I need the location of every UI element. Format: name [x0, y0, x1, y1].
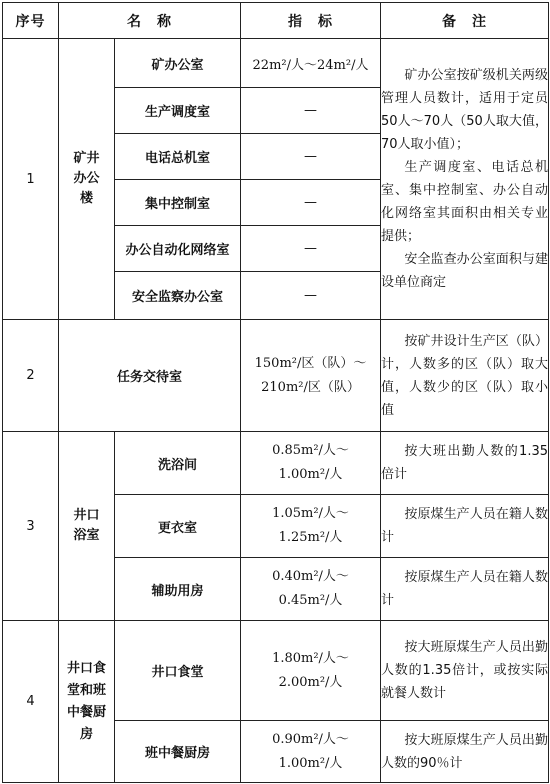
note-cell: 按原煤生产人员在籍人数计	[381, 495, 549, 558]
table-row	[3, 432, 549, 495]
item-name-cell: 集中控制室	[115, 180, 241, 226]
header-name: 名 称	[59, 3, 241, 39]
group-name-cell: 井口浴室	[59, 432, 115, 621]
header-row	[3, 3, 549, 39]
item-name-cell: 任务交待室	[59, 320, 241, 432]
item-name-cell: 生产调度室	[115, 88, 241, 134]
item-name-cell: 安全监察办公室	[115, 272, 241, 320]
item-name-cell: 洗浴间	[115, 432, 241, 495]
seq-cell: 2	[3, 320, 59, 432]
item-index-cell: 0.90m²/人～1.00m²/人	[241, 721, 381, 783]
item-name-cell: 电话总机室	[115, 134, 241, 180]
item-index-cell: —	[241, 88, 381, 134]
item-name-cell: 办公自动化网络室	[115, 226, 241, 272]
group-name-cell: 矿井办公楼	[59, 39, 115, 320]
group-name-cell: 井口食堂和班中餐厨房	[59, 621, 115, 783]
item-index-cell: —	[241, 180, 381, 226]
table-row	[3, 621, 549, 721]
note-cell	[381, 39, 549, 320]
seq-cell: 4	[3, 621, 59, 783]
item-index-cell: 1.80m²/人～2.00m²/人	[241, 621, 381, 721]
header-index: 指 标	[241, 3, 381, 39]
item-index-cell: —	[241, 226, 381, 272]
item-index-cell: 150m²/区（队）～210m²/区（队）	[241, 320, 381, 432]
item-name-cell: 矿办公室	[115, 39, 241, 88]
note-paragraph: 矿办公室按矿级机关两级管理人员数计，适用于定员50人～70人（50人取大值，70人取小值）；	[381, 68, 548, 152]
item-name-cell: 辅助用房	[115, 558, 241, 621]
item-index-cell: 0.40m²/人～0.45m²/人	[241, 558, 381, 621]
note-paragraph: 生产调度室、电话总机室、集中控制室、办公自动化网络室其面积由相关专业提供；	[381, 160, 548, 244]
item-name-cell: 班中餐厨房	[115, 721, 241, 783]
note-cell: 按大班原煤生产人员出勤人数的90％计	[381, 721, 549, 783]
note-cell: 按矿井设计生产区（队）计，人数多的区（队）取大值，人数少的区（队）取小值	[381, 320, 549, 432]
item-index-cell: 22m²/人～24m²/人	[241, 39, 381, 88]
item-name-cell: 更衣室	[115, 495, 241, 558]
note-cell: 按大班原煤生产人员出勤人数的1.35倍计，或按实际就餐人数计	[381, 621, 549, 721]
table-row	[3, 39, 549, 88]
item-index-cell: 1.05m²/人～1.25m²/人	[241, 495, 381, 558]
table-row	[3, 320, 549, 432]
note-cell: 按原煤生产人员在籍人数计	[381, 558, 549, 621]
note-paragraph: 安全监查办公室面积与建设单位商定	[381, 252, 548, 290]
note-cell: 按大班出勤人数的1.35倍计	[381, 432, 549, 495]
header-seq: 序号	[3, 3, 59, 39]
item-name-cell: 井口食堂	[115, 621, 241, 721]
header-note: 备 注	[381, 3, 549, 39]
item-index-cell: 0.85m²/人～1.00m²/人	[241, 432, 381, 495]
item-index-cell: —	[241, 272, 381, 320]
item-index-cell: —	[241, 134, 381, 180]
seq-cell: 3	[3, 432, 59, 621]
facility-area-table	[2, 2, 549, 783]
seq-cell: 1	[3, 39, 59, 320]
